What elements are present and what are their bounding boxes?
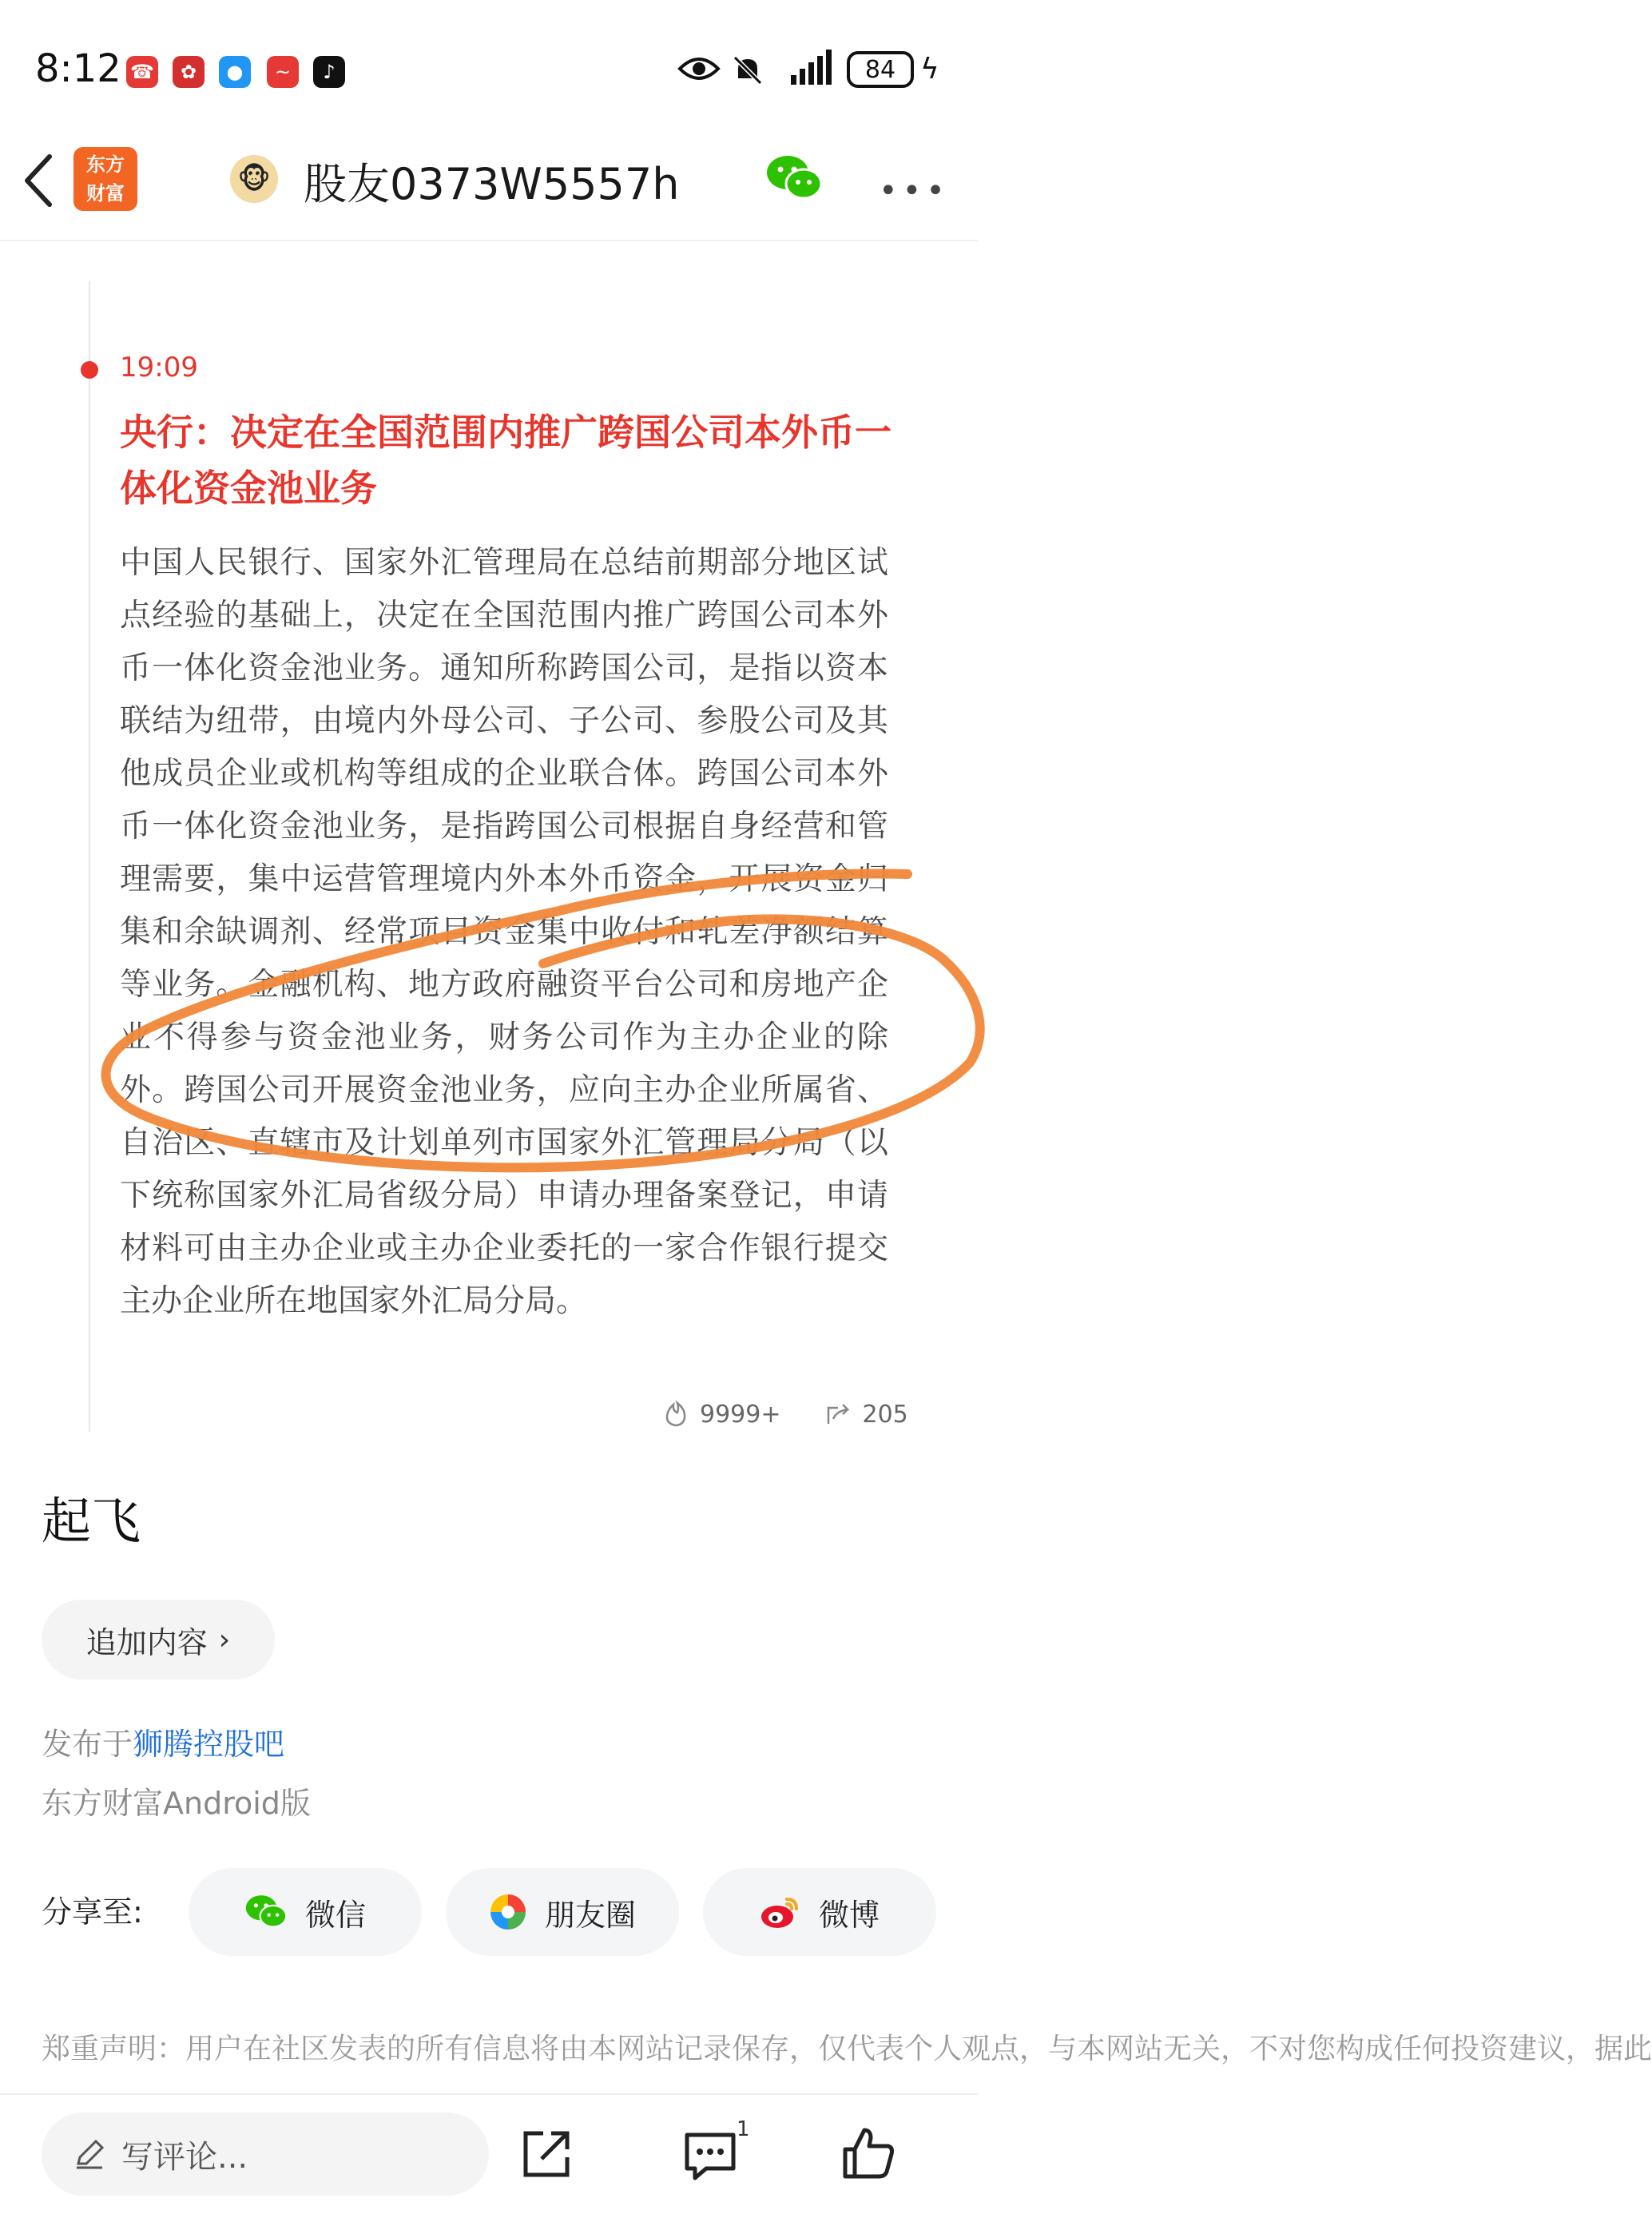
header-divider <box>0 240 978 241</box>
published-info <box>42 1719 284 1763</box>
wechat-icon[interactable] <box>765 153 823 203</box>
charging-icon: ϟ <box>920 53 939 85</box>
tiktok-icon: ♪ <box>313 56 345 88</box>
signal-icon <box>780 50 836 86</box>
pencil-icon <box>73 2138 105 2170</box>
logo-text-bottom: 财富 <box>86 182 125 205</box>
share-stat[interactable] <box>824 1400 907 1429</box>
logo-text-top: 东方 <box>86 153 125 176</box>
missed-call-icon: ☎ <box>126 56 158 88</box>
share-weibo-label: 微博 <box>818 1897 880 1933</box>
add-content-label: 追加内容 <box>85 1624 208 1660</box>
published-prefix: 发布于 <box>42 1727 133 1762</box>
share-count-icon <box>824 1400 852 1429</box>
comment-count: 1 <box>737 2117 750 2141</box>
status-time: 8:12 <box>35 46 121 91</box>
disclaimer-text: 郑重声明：用户在社区发表的所有信息将由本网站记录保存，仅代表个人观点，与本网站无关，不对您构成任何投资建议，据此 <box>42 2033 1652 2065</box>
moments-icon <box>489 1893 527 1931</box>
eastmoney-logo[interactable] <box>73 147 137 211</box>
back-arrow-icon[interactable] <box>21 149 56 213</box>
share-out-icon[interactable] <box>519 2127 574 2181</box>
stock-app-icon: ~ <box>267 56 299 88</box>
lottery-app-icon: ✿ <box>173 56 205 88</box>
more-options-icon[interactable]: ••• <box>879 173 950 209</box>
wechat-icon <box>244 1894 288 1930</box>
comment-placeholder: 写评论... <box>121 2138 248 2176</box>
username[interactable]: 股友0373W5557h <box>304 159 680 209</box>
post-text: 起飞 <box>42 1492 141 1550</box>
timeline-dot <box>81 361 98 379</box>
share-count: 205 <box>862 1400 908 1429</box>
weibo-icon <box>760 1894 801 1930</box>
eye-icon <box>677 53 721 85</box>
chevron-right-icon: › <box>218 1623 231 1656</box>
flame-icon <box>661 1400 690 1429</box>
share-moments-label: 朋友圈 <box>544 1897 636 1933</box>
share-label: 分享至: <box>42 1894 143 1930</box>
thumbs-up-icon[interactable] <box>840 2125 896 2181</box>
news-title[interactable]: 央行：决定在全国范围内推广跨国公司本外币一体化资金池业务 <box>120 411 892 510</box>
mute-icon <box>730 53 765 88</box>
top-header <box>0 128 978 240</box>
status-bar <box>0 0 978 144</box>
like-stat[interactable] <box>661 1400 780 1429</box>
battery-indicator: 84 <box>847 51 914 88</box>
user-avatar[interactable]: 🐵 <box>230 155 278 203</box>
like-count: 9999+ <box>700 1400 781 1429</box>
comment-icon[interactable] <box>682 2130 738 2181</box>
share-moments-button[interactable] <box>446 1868 679 1956</box>
client-info: 东方财富Android版 <box>42 1786 311 1821</box>
bottom-action-bar <box>0 2093 978 2218</box>
message-app-icon: ● <box>219 56 251 88</box>
add-content-button[interactable] <box>42 1600 275 1679</box>
share-weibo-button[interactable] <box>703 1868 936 1956</box>
share-wechat-label: 微信 <box>304 1897 366 1933</box>
bar-link[interactable]: 狮腾控股吧 <box>133 1727 285 1762</box>
news-stats <box>661 1400 908 1429</box>
timeline-line <box>89 281 90 1432</box>
share-wechat-button[interactable] <box>189 1868 422 1956</box>
news-time: 19:09 <box>120 352 198 384</box>
news-body: 中国人民银行、国家外汇管理局在总结前期部分地区试点经验的基础上，决定在全国范围内推广跨国公司本外币一体化资金池业务。通知所称跨国公司，是指以资本联结为纽带，由境内外母公司、子公司、参股公司及其他成员企业或机构等组成的企业联合体。跨国公司本外币一体化资金池业务，是指跨国公司根据自身经营和管理需要，集中运营管理境内外本外币资金，开展资金归集和余缺调剂、经常项目资金集中收付和轧差净额结算等业务。金融机构、地方政府融资平台公司和房地产企业不得参与资金池业务，财务公司作为主办企业的除外。跨国公司开展资金池业务，应向主办企业所属省、自治区、直辖市及计划单列市国家外汇管理局分局（以下统称国家外汇局省级分局）申请办理备案登记，申请材料可由主办企业或主办企业委托的一家合作银行提交主办企业所在地国家外汇局分局。 <box>120 545 888 1319</box>
comment-input[interactable] <box>42 2113 489 2196</box>
